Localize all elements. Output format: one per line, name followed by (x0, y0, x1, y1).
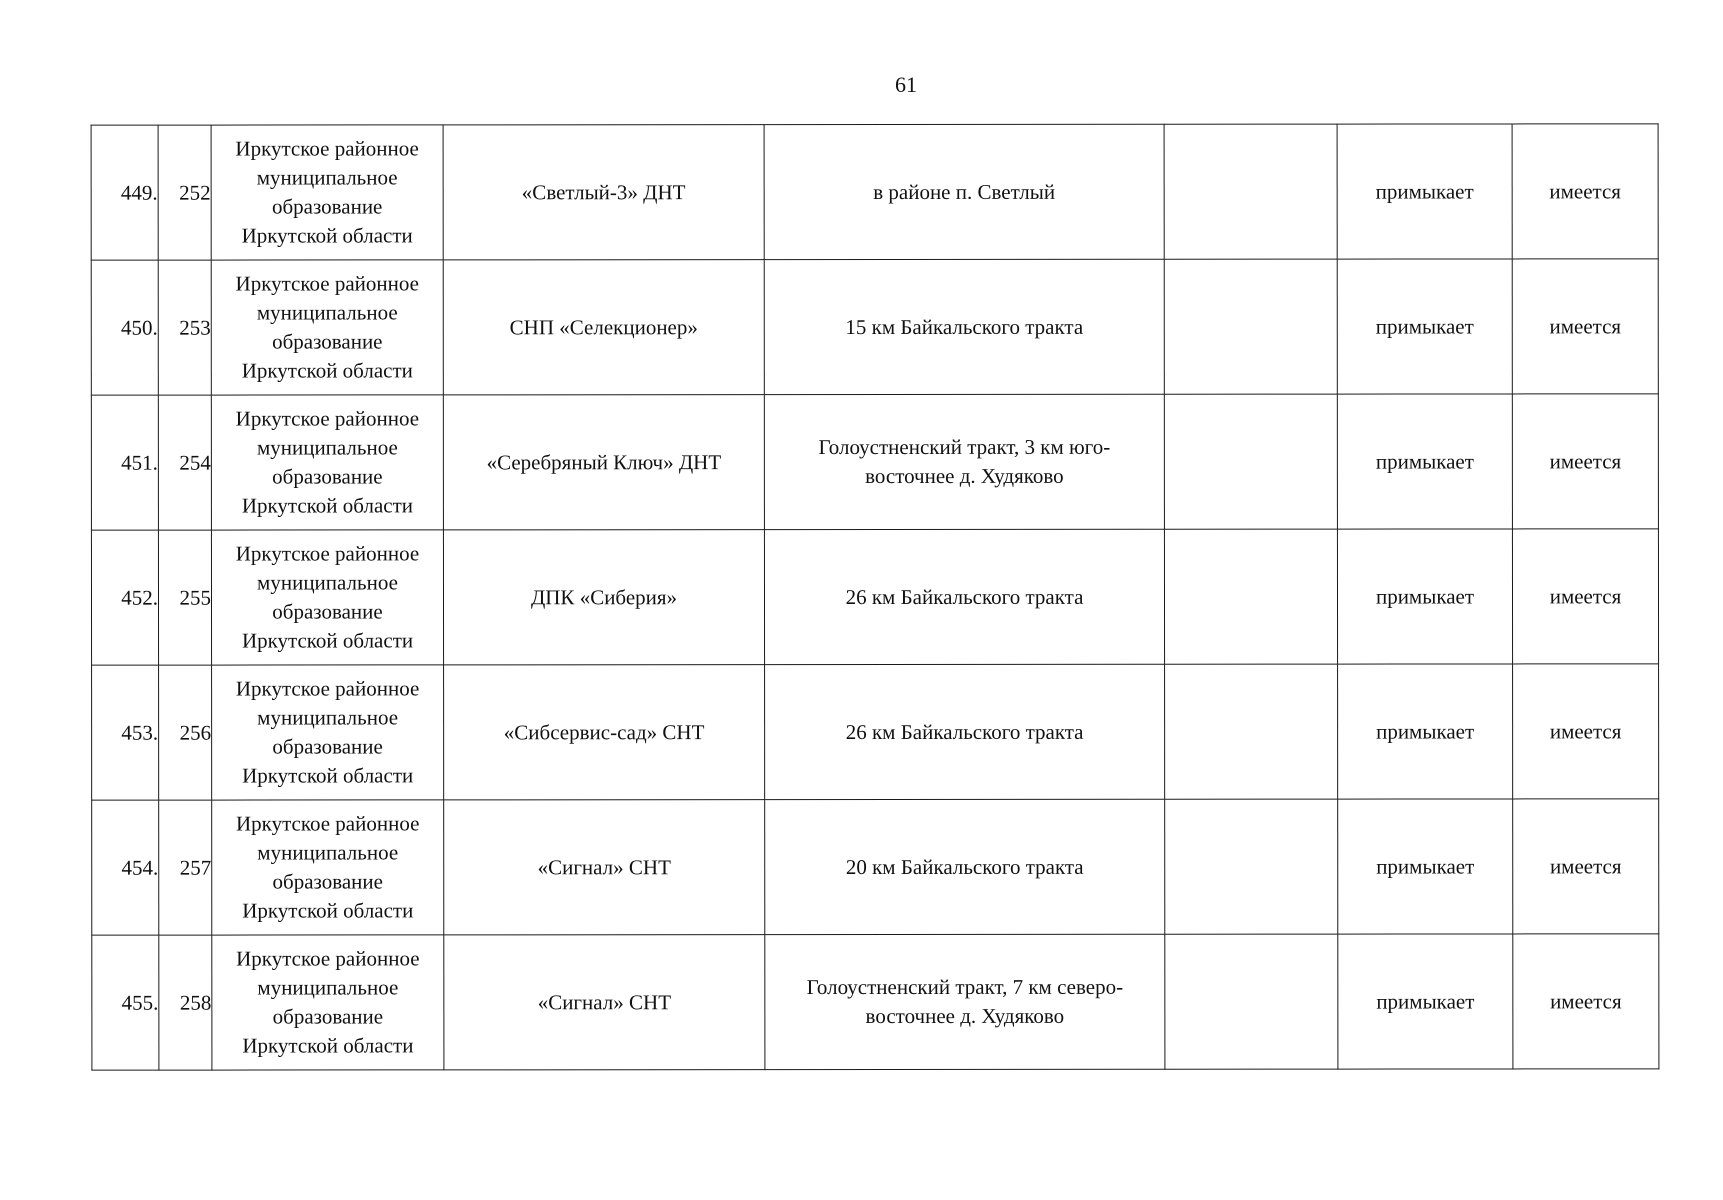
owner-line: муниципальное (257, 570, 398, 595)
owner-line: Иркутское районное (235, 406, 420, 431)
owner-line: Иркутской области (241, 493, 414, 518)
owner-line: муниципальное (256, 165, 398, 190)
location-line: 26 км Байкальского тракта (845, 719, 1084, 744)
location-line: в районе п. Светлый (873, 179, 1056, 204)
object-name-cell: «Сигнал» СНТ (444, 935, 765, 1070)
owner-line: Иркутское районное (235, 541, 420, 566)
adjacency-cell: примыкает (1338, 934, 1513, 1069)
availability-cell: имеется (1513, 799, 1659, 934)
owner-cell (212, 800, 444, 935)
owner-cell (211, 125, 443, 260)
owner-line: образование (272, 1004, 384, 1029)
owner-line: Иркутской области (241, 628, 414, 653)
owner-line: муниципальное (257, 840, 399, 865)
location-cell (764, 259, 1164, 394)
location-cell (765, 799, 1165, 934)
owner-line: муниципальное (256, 300, 398, 325)
owner-cell (211, 260, 443, 395)
owner-line: образование (272, 734, 383, 759)
object-name-cell: «Сигнал» СНТ (444, 800, 765, 935)
empty-cell (1165, 664, 1338, 799)
location-line: восточнее д. Худяково (865, 463, 1064, 489)
location-cell (764, 394, 1164, 529)
owner-line: образование (272, 869, 383, 894)
availability-cell: имеется (1512, 259, 1658, 394)
row-number-cell: 452. (91, 530, 158, 665)
owner-line: муниципальное (257, 975, 399, 1000)
object-name-cell: «Серебряный Ключ» ДНТ (443, 395, 764, 530)
location-cell (764, 124, 1164, 259)
object-name-cell: «Светлый-3» ДНТ (443, 125, 764, 260)
object-id-cell: 254 (158, 395, 211, 530)
location-line: 15 км Байкальского тракта (845, 314, 1084, 339)
adjacency-cell: примыкает (1337, 124, 1512, 259)
registry-table-body (91, 124, 1659, 1070)
owner-line: образование (272, 599, 383, 624)
location-line: 26 км Байкальского тракта (845, 584, 1084, 609)
adjacency-cell: примыкает (1337, 394, 1512, 529)
table-row (91, 529, 1658, 665)
owner-line: муниципальное (256, 435, 398, 460)
object-id-cell: 258 (159, 935, 212, 1070)
registry-table (91, 123, 1660, 1070)
empty-cell (1165, 934, 1338, 1069)
empty-cell (1165, 799, 1338, 934)
location-line: 20 км Байкальского тракта (845, 854, 1084, 879)
table-row (92, 934, 1659, 1070)
owner-line: Иркутское районное (236, 946, 420, 971)
availability-cell: имеется (1512, 124, 1658, 259)
owner-cell (211, 395, 443, 530)
owner-line: муниципальное (257, 705, 399, 730)
owner-line: Иркутской области (242, 898, 414, 923)
location-cell (765, 664, 1165, 799)
owner-line: Иркутское районное (235, 136, 419, 161)
location-line: Голоустненский тракт, 7 км северо- (806, 974, 1124, 1000)
empty-cell (1164, 124, 1337, 259)
owner-cell (212, 935, 444, 1070)
owner-line: Иркутское районное (235, 811, 420, 836)
table-row (91, 259, 1658, 395)
location-cell (764, 529, 1164, 664)
location-cell (765, 934, 1165, 1069)
row-number-cell: 449. (91, 125, 158, 260)
owner-line: Иркутской области (241, 358, 413, 383)
owner-line: Иркутской области (242, 1033, 414, 1058)
owner-line: образование (272, 329, 383, 354)
owner-line: образование (271, 194, 383, 219)
object-name-cell: СНП «Селекционер» (443, 260, 764, 395)
availability-cell: имеется (1513, 664, 1659, 799)
row-number-cell: 454. (92, 800, 159, 935)
empty-cell (1164, 529, 1337, 664)
owner-line: Иркутской области (242, 763, 414, 788)
availability-cell: имеется (1513, 934, 1659, 1069)
object-id-cell: 256 (159, 665, 212, 800)
adjacency-cell: примыкает (1337, 529, 1512, 664)
owner-cell (212, 665, 444, 800)
object-id-cell: 253 (158, 260, 211, 395)
table-row (91, 394, 1658, 530)
adjacency-cell: примыкает (1338, 799, 1513, 934)
location-line: Голоустненский тракт, 3 км юго- (818, 434, 1111, 460)
row-number-cell: 451. (91, 395, 158, 530)
row-number-cell: 453. (92, 665, 159, 800)
table-row (92, 664, 1659, 800)
object-id-cell: 257 (159, 800, 212, 935)
row-number-cell: 455. (92, 935, 159, 1070)
adjacency-cell: примыкает (1338, 664, 1513, 799)
owner-line: образование (272, 464, 383, 489)
availability-cell: имеется (1512, 529, 1658, 664)
adjacency-cell: примыкает (1337, 259, 1512, 394)
object-name-cell: «Сибсервис-сад» СНТ (444, 665, 765, 800)
object-id-cell: 255 (158, 530, 211, 665)
empty-cell (1164, 259, 1337, 394)
owner-cell (211, 530, 443, 665)
owner-line: Иркутское районное (235, 676, 420, 701)
object-name-cell: ДПК «Сиберия» (443, 530, 764, 665)
page-number: 61 (895, 72, 917, 97)
owner-line: Иркутской области (241, 223, 413, 248)
object-id-cell: 252 (158, 125, 211, 260)
availability-cell: имеется (1512, 394, 1658, 529)
table-row (92, 799, 1659, 935)
owner-line: Иркутское районное (235, 271, 419, 296)
table-row (91, 124, 1658, 260)
location-line: восточнее д. Худяково (865, 1003, 1065, 1029)
row-number-cell: 450. (91, 260, 158, 395)
empty-cell (1164, 394, 1337, 529)
